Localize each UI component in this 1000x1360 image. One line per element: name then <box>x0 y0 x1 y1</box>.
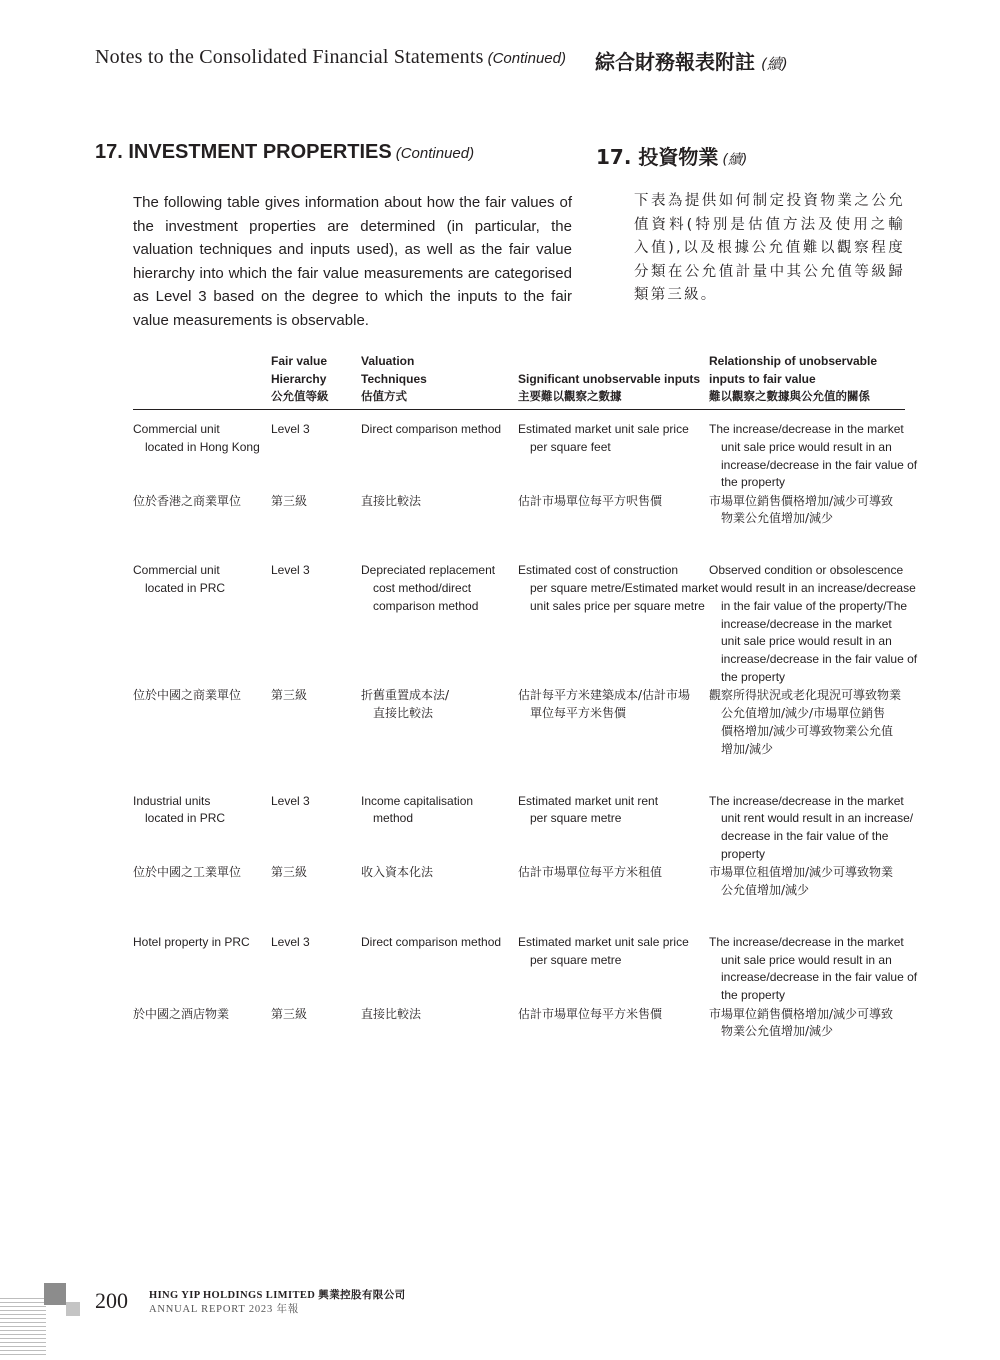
cell-technique <box>361 1006 511 1024</box>
stripe-pattern <box>0 1298 46 1355</box>
section-title-en-text: 17. INVESTMENT PROPERTIES <box>95 141 392 163</box>
cell-line: increase/decrease in the fair value of <box>721 970 918 985</box>
cell-relationship <box>709 493 909 529</box>
cell-property <box>133 1006 268 1024</box>
cell-line: increase/decrease in the market <box>721 616 892 631</box>
cell-line: 第三級 <box>271 688 308 703</box>
table-header <box>133 353 905 410</box>
intro-paragraph-zh: 下表為提供如何制定投資物業之公允值資料(特別是估值方法及使用之輸入值),以及根據公允值難以觀察程度分類在公允值計量中其公允值等級歸類第三級。 <box>634 193 905 304</box>
cell-line: 估計市場單位每平方呎售價 <box>518 493 663 508</box>
cell-line: in the fair value of the property/The <box>721 598 908 613</box>
cell-line: would result in an increase/decrease <box>721 581 916 596</box>
cell-relationship <box>709 687 909 758</box>
header-relationship-zh: 難以觀察之數據與公允值的關係 <box>709 389 870 404</box>
cell-line: 市場單位銷售價格增加/減少可導致 <box>709 1006 894 1021</box>
cell-line: unit rent would result in an increase/ <box>721 811 914 826</box>
cell-inputs <box>518 493 710 511</box>
cell-line: Level 3 <box>271 934 310 949</box>
company-name <box>149 1287 406 1302</box>
table-body <box>133 421 918 1041</box>
cell-line: 第三級 <box>271 865 308 880</box>
cell-line: 單位每平方米售價 <box>530 706 627 721</box>
cell-inputs <box>518 562 719 615</box>
cell-line: 增加/減少 <box>721 741 774 756</box>
header-hierarchy-line-2: Hierarchy <box>271 371 327 386</box>
cell-relationship <box>709 562 918 687</box>
header-relationship-line-2: inputs to fair value <box>709 371 816 386</box>
report-title-en: ANNUAL REPORT 2023 <box>149 1304 274 1315</box>
cell-line: 市場單位銷售價格增加/減少可導致 <box>709 493 894 508</box>
cell-line: Observed condition or obsolescence <box>709 563 904 578</box>
header-inputs-line-1: Significant unobservable inputs <box>518 371 701 386</box>
cell-line: 直接比較法 <box>373 706 434 721</box>
cell-line: per square metre/Estimated market <box>530 581 719 596</box>
cell-line: 第三級 <box>271 493 308 508</box>
running-head-en: Notes to the Consolidated Financial Statements <box>95 46 484 68</box>
table-row-4-en <box>133 934 918 1005</box>
cell-line: property <box>721 846 766 861</box>
cell-line: 物業公允值增加/減少 <box>721 1024 834 1039</box>
cell-line: increase/decrease in the fair value of <box>721 652 918 667</box>
cell-line: located in PRC <box>145 811 226 826</box>
footer-decoration <box>0 1280 80 1360</box>
cell-level <box>271 1006 356 1024</box>
cell-level <box>271 687 356 705</box>
cell-line: comparison method <box>373 598 479 613</box>
company-name-en: HING YIP HOLDINGS LIMITED <box>149 1290 316 1301</box>
cell-line: Income capitalisation <box>361 793 474 808</box>
cell-line: 第三級 <box>271 1006 308 1021</box>
cell-line: the property <box>721 988 786 1003</box>
cell-level <box>271 562 356 580</box>
cell-property <box>133 687 268 705</box>
cell-technique <box>361 864 511 882</box>
cell-line: 收入資本化法 <box>361 865 434 880</box>
cell-line: 於中國之酒店物業 <box>133 1006 230 1021</box>
table-row-3-en <box>133 793 914 864</box>
company-name-zh: 興業控股有限公司 <box>318 1289 406 1301</box>
table-row-3-zh <box>133 864 905 916</box>
cell-line: the property <box>721 475 786 490</box>
cell-line: Estimated cost of construction <box>518 563 679 578</box>
header-hierarchy-line-1: Fair value <box>271 354 328 369</box>
cell-property <box>133 493 268 511</box>
table-row-2-zh <box>133 687 905 774</box>
cell-level <box>271 934 356 952</box>
cell-line: Commercial unit <box>133 563 220 578</box>
cell-level <box>271 864 356 882</box>
cell-line: Depreciated replacement <box>361 563 496 578</box>
cell-line: unit sale price would result in an <box>721 634 892 649</box>
cell-technique <box>361 562 511 615</box>
cell-line: located in Hong Kong <box>145 439 260 454</box>
report-title-zh: 年報 <box>276 1303 300 1315</box>
cell-line: 公允值增加/減少/市場單位銷售 <box>721 706 886 721</box>
cell-line: the property <box>721 670 786 685</box>
header-techniques-zh: 估值方式 <box>361 389 407 404</box>
cell-property <box>133 793 268 829</box>
cell-inputs <box>518 864 710 882</box>
cell-line: Estimated market unit rent <box>518 793 659 808</box>
cell-relationship <box>709 1006 909 1042</box>
cell-technique <box>361 421 511 439</box>
cell-line: The increase/decrease in the market <box>709 934 904 949</box>
cell-line: 直接比較法 <box>361 493 422 508</box>
cell-property <box>133 562 268 598</box>
header-techniques-line-1: Valuation <box>361 354 415 369</box>
cell-line: 估計每平方米建築成本/估計市場 <box>518 688 691 703</box>
running-head <box>95 46 915 78</box>
cell-line: 直接比較法 <box>361 1006 422 1021</box>
cell-level <box>271 793 356 811</box>
cell-technique <box>361 493 511 511</box>
cell-line: located in PRC <box>145 581 226 596</box>
cell-inputs <box>518 934 710 970</box>
cell-inputs <box>518 687 710 723</box>
header-hierarchy <box>271 353 329 406</box>
header-hierarchy-zh: 公允值等級 <box>271 389 329 404</box>
cell-line: unit sale price would result in an <box>721 952 892 967</box>
cell-level <box>271 493 356 511</box>
cell-line: 公允值增加/減少 <box>721 883 810 898</box>
section-title-en-continued: (Continued) <box>395 145 475 162</box>
cell-relationship <box>709 864 909 900</box>
cell-line: Hotel property in PRC <box>133 934 250 949</box>
fair-value-table <box>133 353 918 1041</box>
page-number: 200 <box>95 1288 128 1313</box>
cell-line: Level 3 <box>271 563 310 578</box>
cell-level <box>271 421 356 439</box>
table-row-4-zh <box>133 1006 905 1042</box>
running-head-zh-title: 綜合財務報表附註 <box>595 50 755 74</box>
cell-line: 估計市場單位每平方米售價 <box>518 1006 663 1021</box>
footer-square-dark <box>44 1283 66 1305</box>
cell-line: Direct comparison method <box>361 934 502 949</box>
cell-line: 位於中國之商業單位 <box>133 688 242 703</box>
cell-line: unit sale price would result in an <box>721 439 892 454</box>
cell-inputs <box>518 421 710 457</box>
intro-paragraph-en: The following table gives information about how the fair values of the investment properties are determined (in particular, the valuation techniques and inputs used), as well as the fair value hierarchy into which the fair value measurements are categorised as Level 3 based on the degree to which the inputs to the fair value measurements is observable. <box>133 194 572 329</box>
cell-line: 價格增加/減少可導致物業公允值 <box>721 723 894 738</box>
report-title <box>149 1301 299 1316</box>
cell-relationship <box>709 934 918 1005</box>
section-title-en <box>95 141 474 164</box>
cell-line: Commercial unit <box>133 422 220 436</box>
cell-line: The increase/decrease in the market <box>709 793 904 808</box>
cell-line: per square metre <box>530 811 622 826</box>
cell-technique <box>361 687 511 723</box>
cell-property <box>133 934 268 952</box>
cell-line: Level 3 <box>271 422 310 436</box>
cell-line: 物業公允值增加/減少 <box>721 511 834 526</box>
table-row-2-en <box>133 562 918 687</box>
cell-line: 觀察所得狀況或老化現況可導致物業 <box>709 688 902 703</box>
header-techniques-line-2: Techniques <box>361 371 427 386</box>
cell-line: cost method/direct <box>373 581 472 596</box>
cell-line: Estimated market unit sale price <box>518 934 689 949</box>
header-inputs <box>518 371 700 406</box>
header-techniques <box>361 353 427 406</box>
cell-inputs <box>518 793 710 829</box>
section-title-zh <box>596 141 747 170</box>
cell-relationship <box>709 421 918 492</box>
cell-line: 市場單位租值增加/減少可導致物業 <box>709 865 894 880</box>
cell-line: per square metre <box>530 952 622 967</box>
cell-line: The increase/decrease in the market <box>709 422 904 436</box>
table-row-1-en <box>133 421 918 492</box>
cell-line: unit sales price per square metre <box>530 598 705 613</box>
cell-line: 估計市場單位每平方米租值 <box>518 865 663 880</box>
footer-square-light <box>66 1302 80 1316</box>
cell-line: 折舊重置成本法/ <box>361 688 450 703</box>
running-head-zh <box>595 46 788 75</box>
cell-technique <box>361 793 511 829</box>
header-relationship <box>709 353 877 406</box>
section-title-zh-continued: (續) <box>722 152 748 168</box>
cell-technique <box>361 934 511 952</box>
running-head-en-continued: (Continued) <box>487 50 566 67</box>
cell-line: decrease in the fair value of the <box>721 829 889 844</box>
cell-line: Level 3 <box>271 793 310 808</box>
cell-property <box>133 421 268 457</box>
cell-line: 位於香港之商業單位 <box>133 493 242 508</box>
section-title-zh-text: 17. 投資物業 <box>596 145 719 169</box>
running-head-zh-continued: (續) <box>761 55 788 73</box>
table-row-1-zh <box>133 493 905 545</box>
cell-line: Direct comparison method <box>361 422 502 436</box>
cell-line: Industrial units <box>133 793 211 808</box>
cell-line: increase/decrease in the fair value of <box>721 457 918 472</box>
cell-line: Estimated market unit sale price <box>518 422 689 436</box>
cell-line: method <box>373 811 414 826</box>
cell-inputs <box>518 1006 710 1024</box>
cell-property <box>133 864 268 882</box>
header-relationship-line-1: Relationship of unobservable <box>709 354 878 369</box>
cell-relationship <box>709 793 914 864</box>
cell-line: per square feet <box>530 439 611 454</box>
cell-line: 位於中國之工業單位 <box>133 865 242 880</box>
header-inputs-zh: 主要難以觀察之數據 <box>518 389 622 404</box>
